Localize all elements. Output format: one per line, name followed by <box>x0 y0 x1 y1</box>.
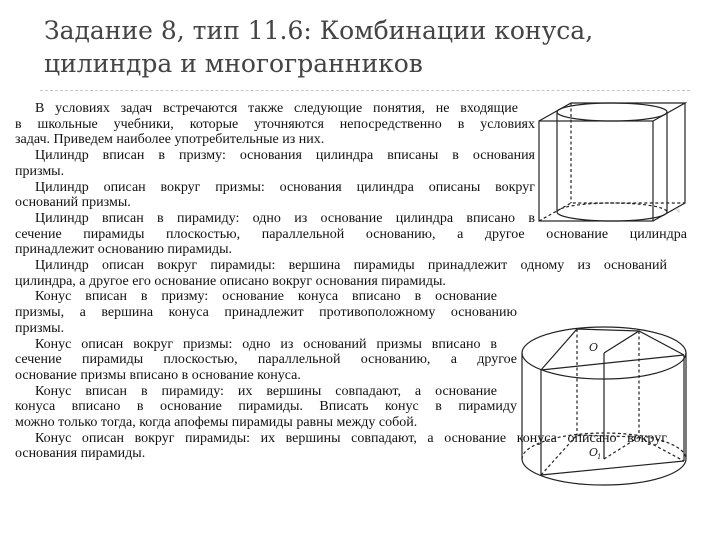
slide-title-line-1: Задание 8, тип 11.6: Комбинации конуса, <box>44 16 594 45</box>
cylinder-bottom-base-back <box>557 203 667 212</box>
text-line: Цилиндр вписан в пирамиду: одно из основание цилиндра вписано в <box>35 210 535 226</box>
prism-bottom-edge-front <box>541 461 684 475</box>
bottom-radius <box>604 437 639 459</box>
text-line: Конус описан вокруг пирамиды: их вершины совпадают, а основание конуса описано вокруг <box>35 430 667 446</box>
text-line: Цилиндр описан вокруг призмы: основания цилиндра описаны вокруг <box>35 179 535 195</box>
text-line: В условиях задач встречаются также следующие понятия, не входящие <box>35 101 518 116</box>
text-line: принадлежит основанию пирамиды. <box>15 242 233 258</box>
text-line: призмы. <box>15 163 65 179</box>
text-line: оснований призмы. <box>15 195 131 211</box>
slide-title-line-2: цилиндра и многогранников <box>44 49 423 78</box>
top-radius <box>604 331 639 353</box>
cylinder-top-base <box>557 103 667 121</box>
title-divider <box>40 90 690 91</box>
prism-hidden-edges <box>539 203 685 221</box>
text-line: Конус вписан в призму: основание конуса вписано в основание <box>35 289 497 305</box>
prism-in-cylinder-figure <box>519 325 687 489</box>
text-line: призмы. <box>15 320 65 336</box>
cylinder-in-prism-figure <box>537 101 687 223</box>
center-label-bottom: O <box>589 446 599 459</box>
text-line: конуса вписано в основание пирамиды. Вписать конус в пирамиду <box>15 399 517 415</box>
prism-front-face <box>539 121 653 221</box>
cylinder-bottom-base-front <box>557 212 667 221</box>
text-line: сечение пирамиды плоскостью, параллельной основанию, а другое основание цилиндра <box>15 226 687 242</box>
text-line: цилиндра, а другое его основание описано вокруг основания пирамиды. <box>15 273 446 289</box>
text-line: Цилиндр вписан в призму: основания цилиндра вписаны в основания <box>35 148 535 164</box>
text-line: Конус описан вокруг призмы: одно из оснований призмы вписано в <box>35 336 497 352</box>
center-label-top: O <box>589 341 599 354</box>
text-line: Конус вписан в пирамиду: их вершины совпадают, а основание <box>35 383 497 399</box>
slide-title <box>44 14 694 80</box>
watermark: ✎ <box>675 208 681 215</box>
prism-top-edges <box>539 103 685 121</box>
text-line: основание призмы вписано в основание конуса. <box>15 367 301 383</box>
text-line: Цилиндр описан вокруг пирамиды: вершина пирамиды принадлежит одному из оснований <box>35 258 667 274</box>
prism-top-edge-front <box>541 355 684 370</box>
text-line: основания пирамиды. <box>15 446 146 462</box>
text-line: задач. Приведем наиболее употребительные из них. <box>15 132 325 148</box>
center-label-bottom-index: 1 <box>597 453 602 461</box>
text-line: в школьные учебники, которые уточняются непосредственно в условиях <box>15 116 535 132</box>
text-line: сечение пирамиды плоскостью, параллельной основанию, а другое <box>15 352 517 368</box>
text-line: призмы, а вершина конуса принадлежит противоположному основанию <box>15 305 517 321</box>
text-line: можно только тогда, когда апофемы пирамиды равны между собой. <box>15 415 418 431</box>
